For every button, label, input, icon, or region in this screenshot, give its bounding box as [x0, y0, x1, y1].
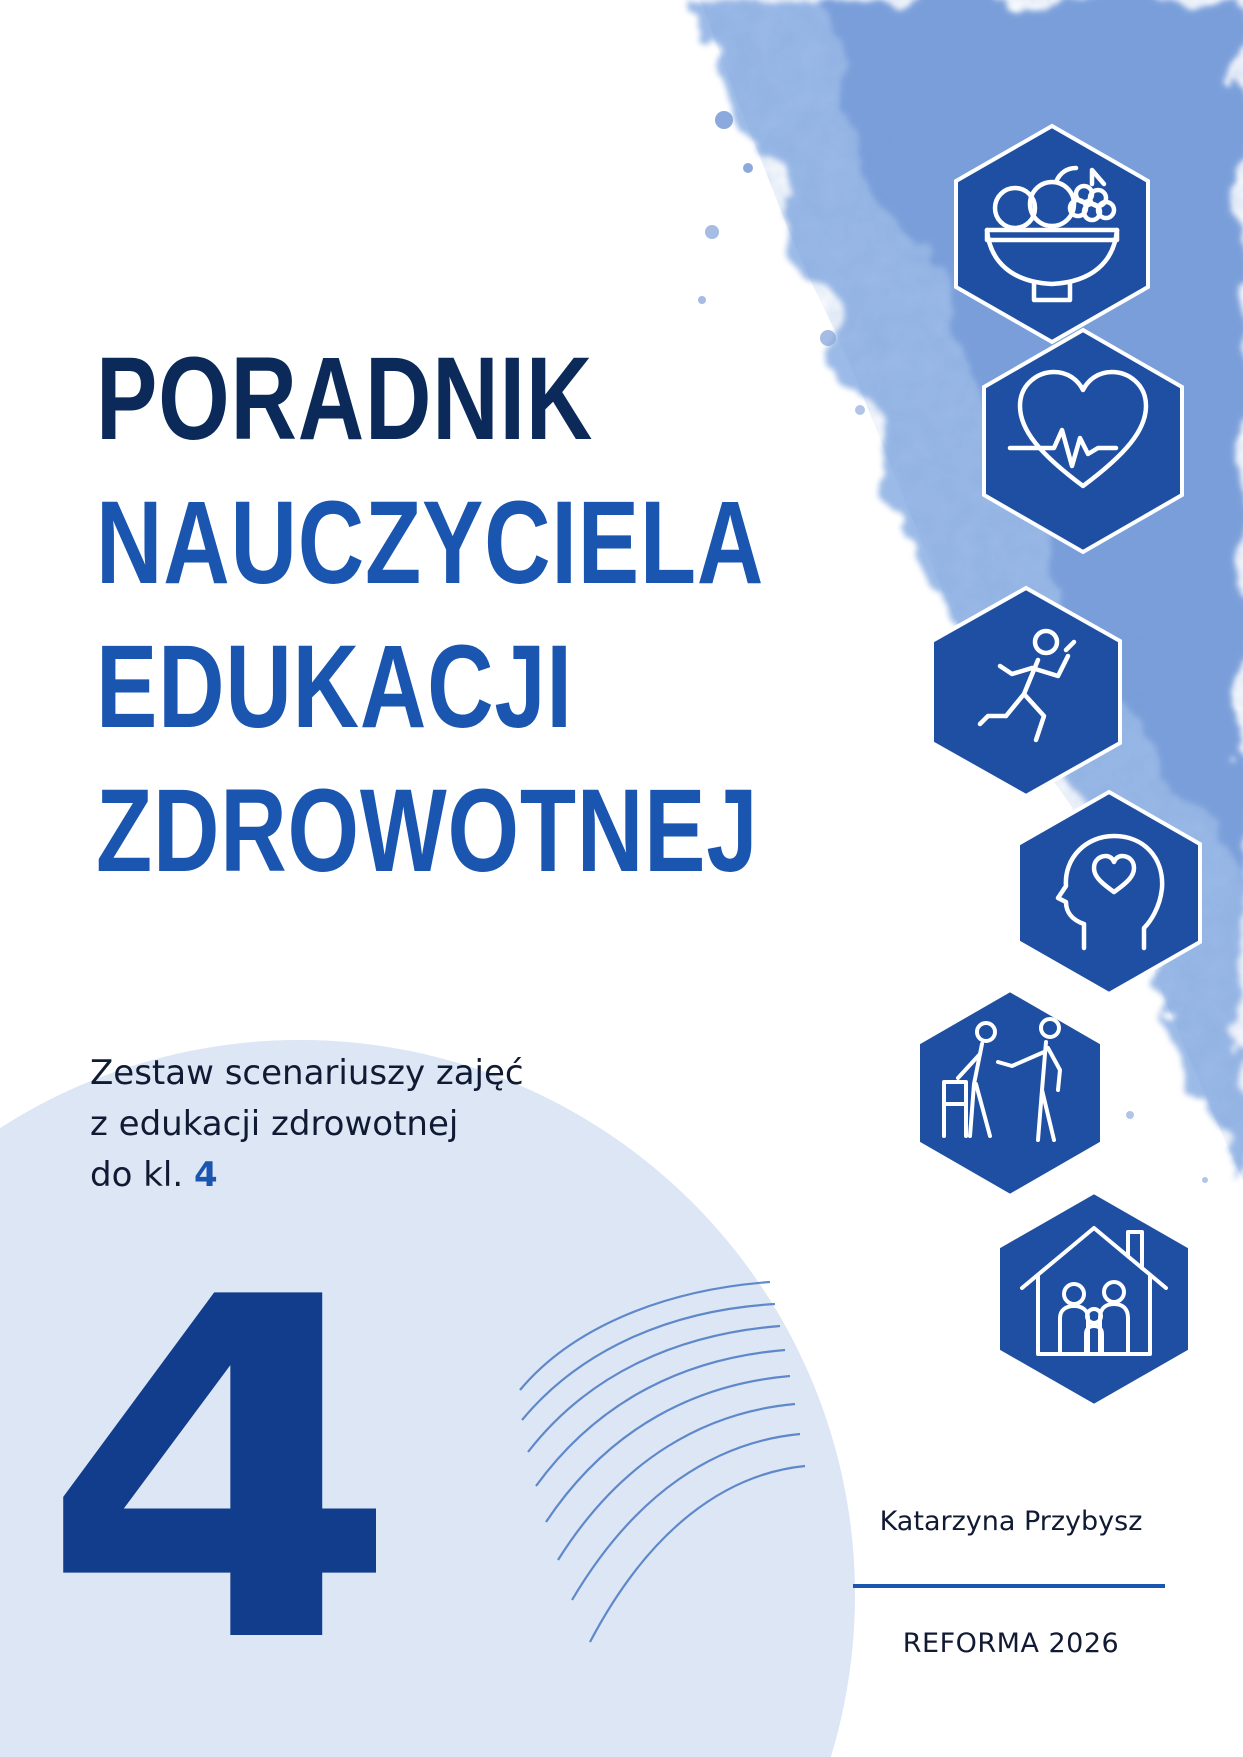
- subtitle-grade-prefix: do kl.: [90, 1155, 184, 1195]
- grade-number-large: 4: [40, 1199, 400, 1746]
- subtitle-grade-number: 4: [193, 1155, 218, 1195]
- title-line-poradnik: PORADNIK: [96, 333, 594, 465]
- divider-line: [853, 1584, 1165, 1588]
- elderly-care-icon: [914, 986, 1106, 1200]
- title-line-zdrowotnej: ZDROWOTNEJ: [96, 765, 759, 897]
- heart-pulse-icon: [980, 326, 1186, 556]
- title-line-edukacji: EDUKACJI: [96, 621, 573, 753]
- fruit-bowl-icon: [952, 122, 1152, 346]
- author-name: Katarzyna Przybysz: [879, 1506, 1143, 1537]
- runner-icon: [928, 584, 1124, 800]
- head-heart-icon: [1014, 788, 1204, 998]
- title-line-nauczyciela: NAUCZYCIELA: [96, 477, 765, 609]
- family-house-icon: [994, 1188, 1194, 1410]
- subtitle-line-1: Zestaw scenariuszy zajęć: [90, 1053, 524, 1093]
- subtitle-line-3: [90, 1150, 524, 1201]
- book-title: [96, 333, 953, 916]
- edition-label: REFORMA 2026: [902, 1628, 1120, 1659]
- subtitle-line-2: z edukacji zdrowotnej: [90, 1104, 459, 1144]
- book-subtitle: [90, 1048, 524, 1201]
